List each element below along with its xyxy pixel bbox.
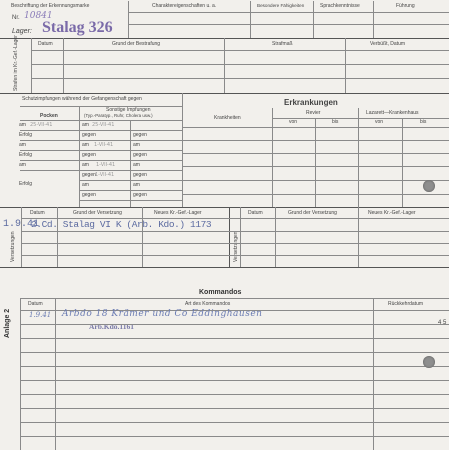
impf-row-right: gegen — [133, 172, 147, 178]
rule — [79, 180, 182, 181]
rule — [20, 366, 449, 367]
rule — [182, 127, 449, 128]
rule — [21, 255, 449, 256]
nr-value: 10841 — [24, 11, 53, 21]
sonstige-sub: (Typ.-Paratyp., Ruhr, Cholera usw.) — [84, 113, 153, 118]
kommando-art-header: Art des Kommandos — [185, 301, 231, 307]
versetzungen-side-right: Versetzungen — [233, 231, 239, 262]
header-sprachkenntnisse: Sprachkenntnisse — [320, 3, 360, 9]
lazarett-bis: bis — [420, 119, 427, 125]
impf-row-left: Erfolg — [19, 152, 33, 158]
rule — [358, 207, 359, 267]
page-number: 4 5 — [438, 320, 447, 326]
versetz-datum-header-right: Datum — [248, 210, 263, 216]
revier-bis: bis — [332, 119, 339, 125]
rule — [31, 38, 32, 93]
lager-stamp: Stalag 326 — [42, 19, 113, 36]
rule — [130, 120, 131, 207]
punch-hole — [423, 180, 435, 192]
header-erkennungsmarke: Beschriftung der Erkennungsmarke — [11, 3, 90, 9]
rule — [182, 140, 449, 141]
rule — [20, 150, 182, 151]
impf-row-right: am — [133, 162, 140, 168]
rule — [20, 170, 182, 171]
rule — [20, 352, 449, 353]
impf-row-left: Erfolg — [19, 181, 33, 187]
strafen-verbuesst-header: Verbüßt, Datum — [370, 41, 406, 47]
krankheiten-header: Krankheiten — [214, 115, 241, 121]
pencil-date: 25-VII-41 — [30, 122, 53, 128]
kommando-entry-date: 1.9.41 — [29, 311, 52, 319]
rule — [20, 338, 449, 339]
impf-row-right: gegen — [133, 132, 147, 138]
rule — [373, 298, 374, 450]
kommando-entry-text: Arbdo 18 Krämer und Co Eddinghausen — [62, 309, 263, 319]
impf-row-right: gegen — [82, 152, 96, 158]
rule — [275, 207, 276, 267]
rule — [373, 1, 374, 38]
versetzungen-side-left: Versetzungen — [10, 231, 16, 262]
header-faehigkeiten: Besondere Fähigkeiten — [257, 3, 305, 8]
punch-hole — [423, 356, 435, 368]
rule — [313, 1, 314, 38]
header-fuehrung: Führung — [396, 3, 415, 9]
rule — [0, 93, 449, 94]
rule — [20, 160, 182, 161]
versetz-typed-entry: 2.Cd. Stalag VI K (Arb. Kdo.) 1173 — [31, 219, 212, 230]
impf-heading: Schutzimpfungen während der Gefangenschaft gegen — [22, 96, 142, 102]
rule — [21, 231, 449, 232]
rule — [240, 207, 241, 267]
rule — [20, 130, 182, 131]
erkrankungen-heading: Erkrankungen — [284, 98, 338, 107]
pencil-date: 1-VII-41 — [96, 162, 116, 168]
rule — [250, 1, 251, 38]
lazarett-header: Lazarett—Krankenhaus — [366, 110, 419, 116]
pocken-header: Pocken — [40, 113, 58, 119]
impf-row-left: am — [19, 162, 26, 168]
rule — [20, 324, 449, 325]
impf-row-right: am — [133, 182, 140, 188]
pencil-date: 1-VII-41 — [95, 172, 115, 178]
impf-row-right: am — [133, 142, 140, 148]
impf-row-right: gegen — [133, 152, 147, 158]
rule — [182, 93, 183, 207]
rule — [182, 194, 449, 195]
rule — [345, 38, 346, 93]
rule — [20, 106, 182, 107]
rule — [63, 38, 64, 93]
rule — [31, 50, 449, 51]
rule — [229, 207, 230, 267]
versetz-neues-header-right: Neues Kr.-Gef.-Lager — [368, 210, 416, 216]
impf-row-right: am — [82, 122, 89, 128]
versetz-typed-date: 1.9.41 — [3, 219, 40, 230]
rule — [20, 298, 449, 299]
rule — [20, 422, 449, 423]
rule — [31, 64, 449, 65]
rule — [182, 166, 449, 167]
revier-von: von — [289, 119, 298, 125]
pencil-date: 25-VII-41 — [92, 122, 115, 128]
impf-row-right: gegen — [133, 192, 147, 198]
impf-row-right: am — [82, 142, 89, 148]
strafen-side-label: Strafen im Kr.-Gef.-Lager — [13, 35, 19, 91]
rule — [142, 207, 143, 267]
pencil-date: 1-VII-41 — [94, 142, 114, 148]
rule — [128, 24, 449, 25]
rule — [79, 200, 182, 201]
header-charakter: Charaktereigenschaften u. a. — [152, 3, 217, 9]
lazarett-von: von — [375, 119, 384, 125]
versetz-neues-header-left: Neues Kr.-Gef.-Lager — [154, 210, 202, 216]
lager-label: Lager: — [12, 28, 32, 35]
rule — [79, 106, 80, 207]
anlage-label: Anlage 2 — [4, 308, 11, 338]
rule — [21, 207, 22, 267]
kommandos-heading: Kommandos — [199, 289, 242, 296]
kommando-entry-stamp: Arb.Kdo.1161 — [89, 322, 135, 331]
rule — [31, 78, 449, 79]
rule — [224, 38, 225, 93]
impf-row-right: gegen — [82, 192, 96, 198]
rule — [0, 267, 449, 268]
versetz-grund-header-left: Grund der Versetzung — [73, 210, 122, 216]
impf-row-right: am — [82, 182, 89, 188]
revier-header: Revier — [306, 110, 321, 116]
rule — [57, 207, 58, 267]
rule — [128, 1, 129, 38]
impf-row-left: Erfolg — [19, 132, 33, 138]
sonstige-header: Sonstige Impfungen — [106, 107, 151, 113]
rule — [20, 394, 449, 395]
impf-row-left: am — [19, 142, 26, 148]
rule — [20, 408, 449, 409]
strafen-grund-header: Grund der Bestrafung — [112, 41, 161, 47]
nr-label: Nr. — [12, 15, 20, 21]
impf-row-left: am — [19, 122, 26, 128]
rule — [79, 190, 182, 191]
rule — [128, 12, 449, 13]
rule — [20, 436, 449, 437]
impf-row-right: gegen — [82, 172, 96, 178]
rule — [55, 298, 56, 450]
rule — [272, 108, 273, 207]
rule — [182, 180, 449, 181]
rule — [182, 153, 449, 154]
rule — [20, 120, 182, 121]
versetz-grund-header-right: Grund der Versetzung — [288, 210, 337, 216]
rule — [20, 380, 449, 381]
rule — [358, 108, 359, 207]
strafen-strafmass-header: Strafmaß — [272, 41, 293, 47]
kommando-rueck-header: Rückkehrdatum — [388, 301, 424, 307]
impf-row-right: am — [82, 162, 89, 168]
kommando-datum-header: Datum — [28, 301, 43, 307]
strafen-datum-header: Datum — [38, 41, 53, 47]
rule — [20, 298, 21, 450]
rule — [21, 243, 449, 244]
rule — [0, 207, 449, 208]
rule — [20, 140, 182, 141]
versetz-datum-header-left: Datum — [30, 210, 45, 216]
impf-row-right: gegen — [82, 132, 96, 138]
